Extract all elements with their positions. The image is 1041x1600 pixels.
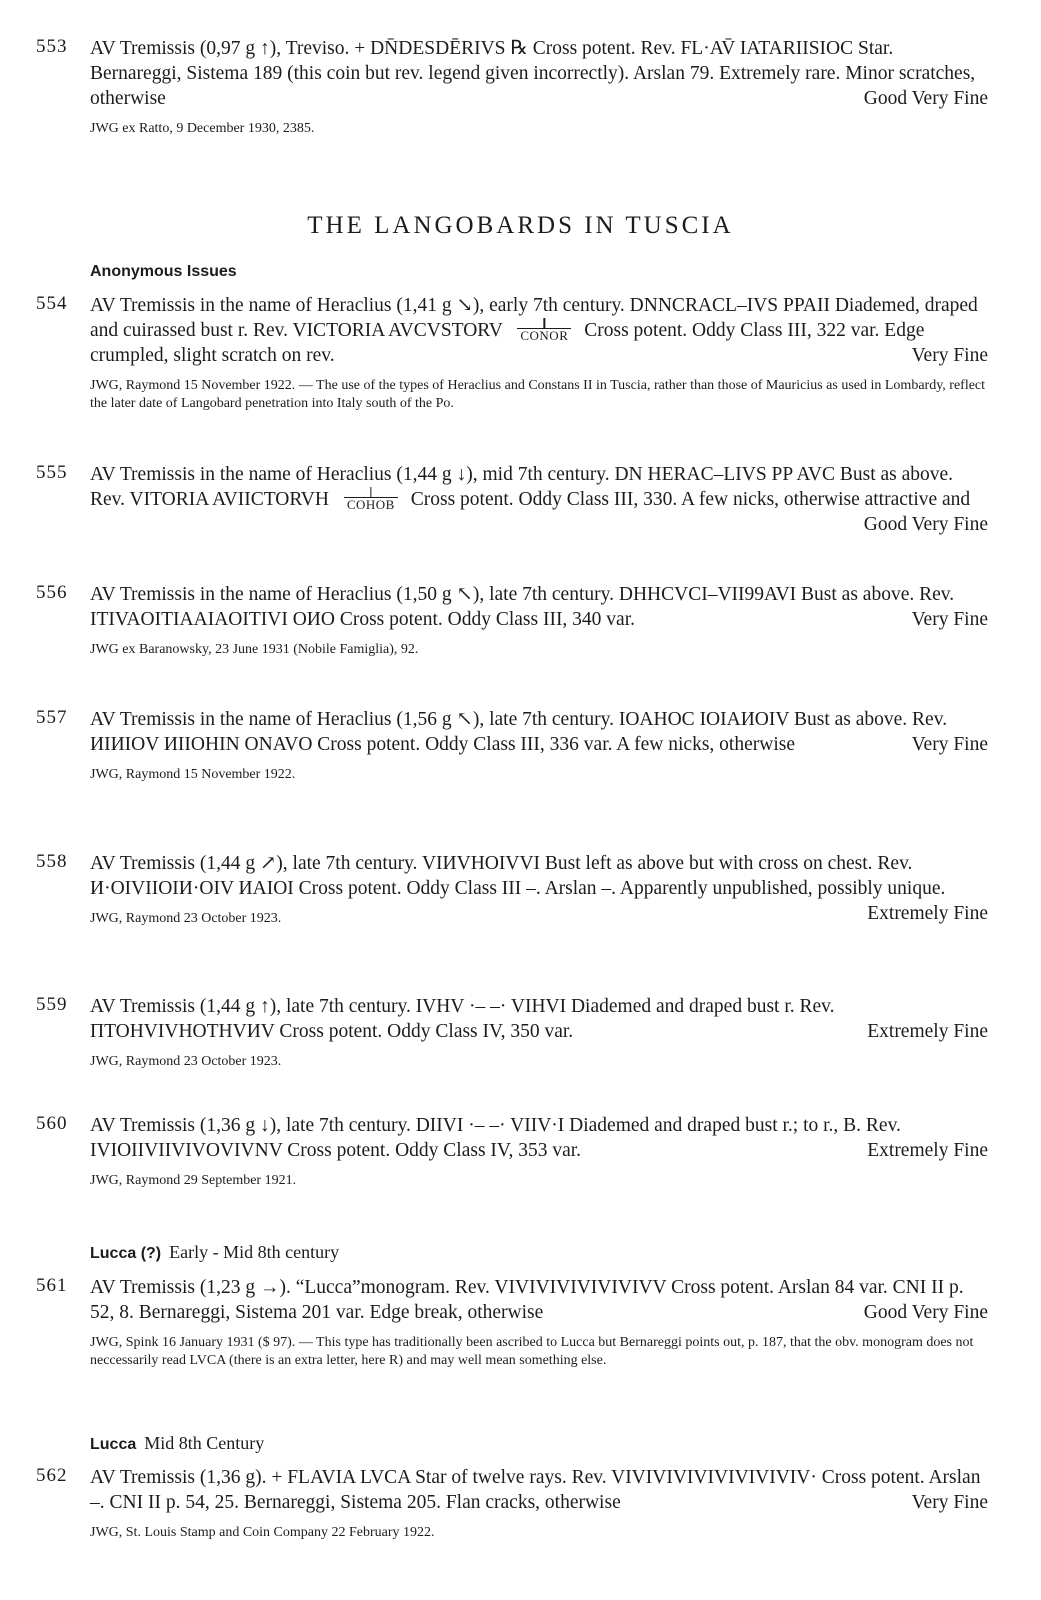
lot-text: AV Tremissis (1,36 g). + FLAVIA LVCA Star of twelve rays. Rev. VIVIVIVIVIVIVIVIVIV· Cross potent. Arslan –. CNI II p. 54, 25. Bernareggi, Sistema 205. Flan cracks, otherwise	[90, 1467, 981, 1513]
lot-provenance: JWG, Spink 16 January 1931 ($ 97). — This type has traditionally been ascribed to Lucca but Bernareggi points out, p. 187, that the obv. monogram does not neccessarily read LVCA (there is an extra letter, here R) and may well mean something else.	[90, 1335, 974, 1368]
lot-entry	[36, 1465, 988, 1542]
lot-provenance: JWG, Raymond 23 October 1923.	[90, 1054, 282, 1069]
lot-number: 553	[36, 36, 68, 57]
lot-text: AV Tremissis (1,23 g →). “Lucca”monogram. Rev. VIVIVIVIVIVIVIVV Cross potent. Arslan 84 var. CNI II p. 52, 8. Bernareggi, Sistema 201 var. Edge break, otherwise	[90, 1277, 964, 1323]
lot-text: AV Tremissis (1,44 g ↑), late 7th century. IVHV ·– –· VIHVI Diademed and draped bust r. Rev. ПTOHVIVHOTHVИV Cross potent. Oddy Class IV, 350 var.	[90, 996, 835, 1042]
lot-description	[90, 582, 988, 632]
lot-description	[90, 994, 988, 1044]
lot-description	[90, 1275, 988, 1325]
lot-grade: Extremely Fine	[867, 903, 988, 924]
subheading-period: Early - Mid 8th century	[169, 1242, 340, 1262]
lot-text: AV Tremissis (1,44 g ↗), late 7th century. VIИVHOIVVI Bust left as above but with cross on chest. Rev. И·OIVIIOIИ·OIV ИAIOI Cross potent. Oddy Class III –. Arslan –. Apparently unpublished, possibly unique.	[90, 853, 946, 899]
lot-entry	[36, 994, 988, 1071]
lot-provenance: JWG, Raymond 15 November 1922.	[90, 767, 296, 782]
lot-text-continued: Cross potent. Oddy Class III, 322 var. Edge crumpled, slight scratch on rev.	[90, 320, 925, 366]
lot-grade: Very Fine	[911, 345, 988, 366]
lot-grade: Good Very Fine	[863, 1302, 988, 1323]
lot-grade: Extremely Fine	[867, 1021, 988, 1042]
lot-text: AV Tremissis in the name of Heraclius (1,50 g ↖), late 7th century. DHHCVCI–VII99AVI Bust as above. Rev. ITIVAOITIAAIAOITIVI OИO Cross potent. Oddy Class III, 340 var.	[90, 584, 955, 630]
lot-grade: Extremely Fine	[867, 1140, 988, 1161]
lot-grade: Very Fine	[911, 609, 988, 630]
lot-number: 562	[36, 1465, 68, 1486]
lot-grade: Good Very Fine	[863, 514, 988, 535]
lot-number: 554	[36, 293, 68, 314]
lot-provenance: JWG, Raymond 29 September 1921.	[90, 1173, 297, 1188]
lot-entry	[36, 1275, 988, 1370]
lot-text: AV Tremissis in the name of Heraclius (1,56 g ↖), late 7th century. IOAHOC IOIAИOIV Bust as above. Rev. ИIИIOV ИIIOHIN ONAVO Cross potent. Oddy Class III, 336 var. A few nicks, otherwise	[90, 709, 948, 755]
lot-number: 561	[36, 1275, 68, 1296]
lot-description	[90, 1465, 988, 1515]
lot-number: 555	[36, 462, 68, 483]
lot-provenance: JWG ex Ratto, 9 December 1930, 2385.	[90, 121, 315, 136]
lot-entry	[36, 851, 988, 928]
lot-description	[90, 1113, 988, 1163]
lot-grade: Good Very Fine	[863, 88, 988, 109]
lot-text: AV Tremissis (1,36 g ↓), late 7th century. DIIVI ·– –· VIIV·I Diademed and draped bust r.; to r., B. Rev. IVIOIIVIIVIVOVIVNV Cross potent. Oddy Class IV, 353 var.	[90, 1115, 901, 1161]
lot-number: 560	[36, 1113, 68, 1134]
lot-grade: Very Fine	[911, 1492, 988, 1513]
lot-grade: Very Fine	[911, 734, 988, 755]
lot-description	[90, 293, 988, 368]
subheading-anonymous	[90, 260, 237, 281]
lot-text: AV Tremissis (0,97 g ↑), Treviso. + DN̄DESDĒRIVS ℞ Cross potent. Rev. FL·AV̄ IATARIISIOC Star. Bernareggi, Sistema 189 (this coin but rev. legend given incorrectly). Arslan 79. Extremely rare. Minor scratches, otherwise	[90, 38, 976, 109]
lot-text: AV Tremissis in the name of Heraclius (1,44 g ↓), mid 7th century. DN HERAC–LIVS PP AVC Bust as above. Rev. VITORIA AVIICTORVH	[90, 464, 954, 510]
subheading-period: Mid 8th Century	[144, 1433, 265, 1453]
lot-entry	[36, 1113, 988, 1190]
subheading-label: Lucca (?)	[90, 1245, 162, 1262]
section-heading: THE LANGOBARDS IN TUSCIA	[307, 212, 734, 239]
lot-text: AV Tremissis in the name of Heraclius (1,41 g ↘), early 7th century. DNNCRACL–IVS PPAII Diademed, draped and cuirassed bust r. Rev. VICTORIA AVCVSTORV	[90, 295, 978, 341]
lot-entry	[36, 707, 988, 784]
subheading-label: Anonymous Issues	[90, 263, 237, 280]
lot-number: 559	[36, 994, 68, 1015]
mint-exergue-mark	[517, 318, 571, 342]
subheading-lucca-early	[90, 1242, 339, 1263]
exergue-text: CONOR	[520, 328, 569, 343]
lot-text-continued: Cross potent. Oddy Class III, 330. A few nicks, otherwise attractive and	[410, 489, 971, 510]
lot-provenance: JWG, St. Louis Stamp and Coin Company 22 February 1922.	[90, 1525, 435, 1540]
lot-description	[90, 36, 988, 111]
lot-entry	[36, 36, 988, 138]
lot-number: 558	[36, 851, 68, 872]
subheading-label: Lucca	[90, 1436, 137, 1453]
lot-entry	[36, 462, 988, 537]
lot-provenance: JWG, Raymond 23 October 1923.	[90, 911, 282, 926]
cross-mark	[344, 487, 398, 498]
lot-entry	[36, 582, 988, 659]
cross-mark	[517, 318, 571, 329]
lot-description	[90, 462, 988, 535]
lot-number: 556	[36, 582, 68, 603]
lot-provenance: JWG, Raymond 15 November 1922. — The use of the types of Heraclius and Constans II in Tuscia, rather than those of Mauricius as used in Lombardy, reflect the later date of Langobard penetration into Italy south of the Po.	[90, 378, 986, 411]
lot-number: 557	[36, 707, 68, 728]
exergue-text: COHOB	[346, 497, 395, 512]
lot-description	[90, 707, 988, 757]
lot-entry	[36, 293, 988, 413]
mint-exergue-mark	[344, 487, 398, 511]
lot-provenance: JWG ex Baranowsky, 23 June 1931 (Nobile Famiglia), 92.	[90, 642, 419, 657]
subheading-lucca-mid	[90, 1433, 264, 1454]
